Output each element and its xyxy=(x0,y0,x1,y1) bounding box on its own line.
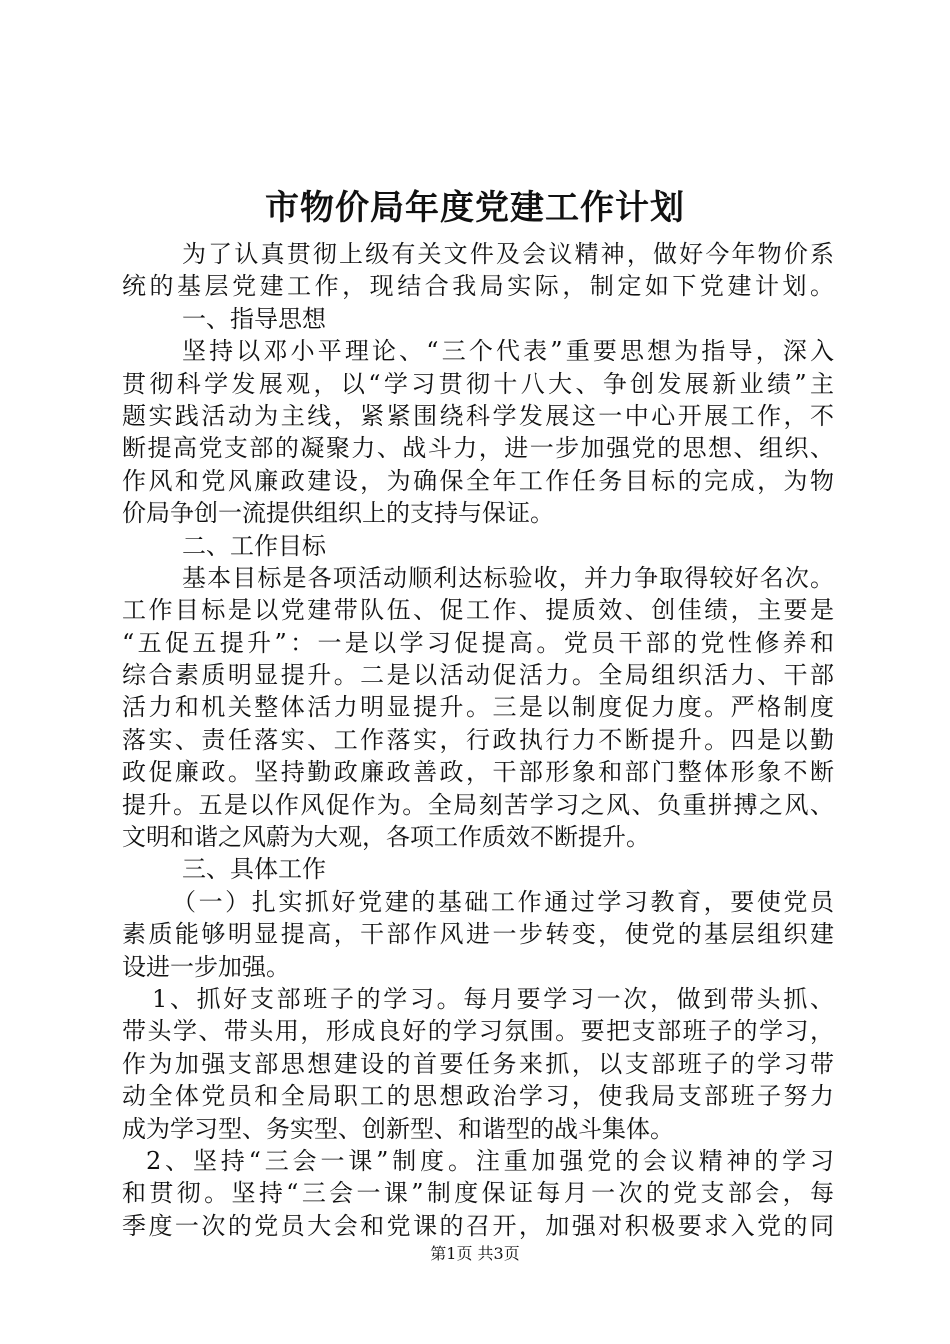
page-footer: 第1页 共3页 xyxy=(430,1244,520,1263)
paragraph-line: 工作目标是以党建带队伍、促工作、提质效、创佳绩，主要是 xyxy=(122,596,834,625)
section-heading: 一、指导思想 xyxy=(182,304,326,333)
paragraph-line: 统的基层党建工作，现结合我局实际，制定如下党建计划。 xyxy=(122,272,834,301)
paragraph-line: 坚持以邓小平理论、“三个代表”重要思想为指导，深入 xyxy=(182,337,834,366)
section-heading: 三、具体工作 xyxy=(182,855,326,884)
paragraph-line: 带头学、带头用，形成良好的学习氛围。要把支部班子的学习， xyxy=(122,1017,834,1046)
paragraph-line: 贯彻科学发展观，以“学习贯彻十八大、争创发展新业绩”主 xyxy=(122,369,834,398)
paragraph-line: （一）扎实抓好党建的基础工作通过学习教育，要使党员 xyxy=(172,887,834,916)
paragraph-line: 活力和机关整体活力明显提升。三是以制度促力度。严格制度 xyxy=(122,693,834,722)
paragraph-line: 作为加强支部思想建设的首要任务来抓，以支部班子的学习带 xyxy=(122,1049,834,1078)
paragraph-line: “五促五提升”：一是以学习促提高。党员干部的党性修养和 xyxy=(122,628,834,657)
section-heading: 二、工作目标 xyxy=(182,531,326,560)
paragraph-line: 断提高党支部的凝聚力、战斗力，进一步加强党的思想、组织、 xyxy=(122,434,834,463)
paragraph-line: 价局争创一流提供组织上的支持与保证。 xyxy=(122,499,554,528)
document-body xyxy=(122,238,834,1242)
paragraph-line: 素质能够明显提高，干部作风进一步转变，使党的基层组织建 xyxy=(122,920,834,949)
document-title: 市物价局年度党建工作计划 xyxy=(265,188,685,228)
paragraph-line: 题实践活动为主线，紧紧围绕科学发展这一中心开展工作，不 xyxy=(122,401,834,430)
paragraph-line: 基本目标是各项活动顺利达标验收，并力争取得较好名次。 xyxy=(182,563,834,592)
paragraph-line: 季度一次的党员大会和党课的召开，加强对积极要求入党的同 xyxy=(122,1211,834,1240)
paragraph-line: 动全体党员和全局职工的思想政治学习，使我局支部班子努力 xyxy=(122,1082,834,1111)
paragraph-line: 为了认真贯彻上级有关文件及会议精神，做好今年物价系 xyxy=(182,240,834,268)
paragraph-line: 文明和谐之风蔚为大观，各项工作质效不断提升。 xyxy=(122,823,650,852)
paragraph-line: 提升。五是以作风促作为。全局刻苦学习之风、负重拼搏之风、 xyxy=(122,790,834,819)
paragraph-line: 落实、责任落实、工作落实，行政执行力不断提升。四是以勤 xyxy=(122,725,834,754)
paragraph-line: 和贯彻。坚持“三会一课”制度保证每月一次的党支部会，每 xyxy=(122,1179,834,1208)
paragraph-line: 设进一步加强。 xyxy=(122,952,290,981)
paragraph-line: 2、坚持“三会一课”制度。注重加强党的会议精神的学习 xyxy=(146,1146,834,1175)
paragraph-line: 综合素质明显提升。二是以活动促活力。全局组织活力、干部 xyxy=(122,661,834,690)
paragraph-line: 政促廉政。坚持勤政廉政善政，干部形象和部门整体形象不断 xyxy=(122,758,834,787)
paragraph-line: 成为学习型、务实型、创新型、和谐型的战斗集体。 xyxy=(122,1114,674,1143)
paragraph-line: 1、抓好支部班子的学习。每月要学习一次，做到带头抓、 xyxy=(152,984,834,1013)
paragraph-line: 作风和党风廉政建设，为确保全年工作任务目标的完成，为物 xyxy=(122,466,834,495)
